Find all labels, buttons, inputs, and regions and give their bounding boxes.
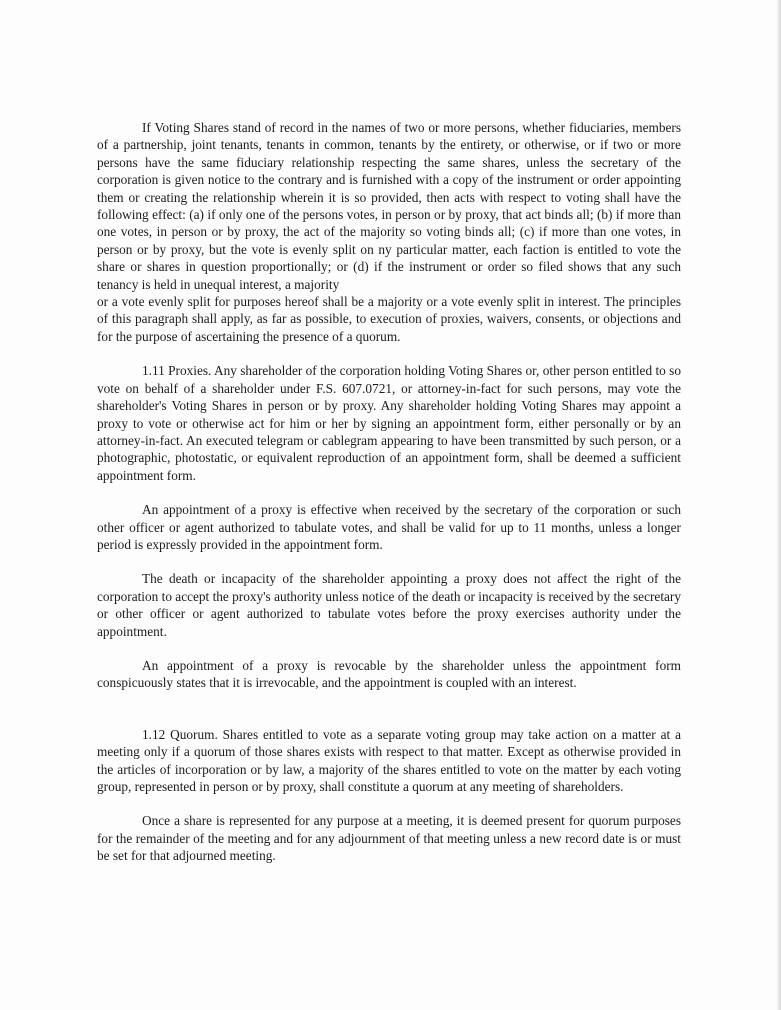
paragraph-quorum-present: Once a share is represented for any purpose at a meeting, it is deemed present for quorum purposes for the remainder of the meeting and for any adjournment of that meeting unless a new record date is or must be set for that adjourned meeting. xyxy=(97,813,681,864)
paragraph-proxies: 1.11 Proxies. Any shareholder of the corporation holding Voting Shares or, other person entitled to so vote on behalf of a shareholder under F.S. 607.0721, or attorney-in-fact for such persons, may vote the shareholder's Voting Shares in person or by proxy. Any shareholder holding Voting Shares may appoint a proxy to vote or otherwise act for him or her by signing an appointment form, either personally or by an attorney-in-fact. An executed telegram or cablegram appearing to have been transmitted by such person, or a photographic, photostatic, or equivalent reproduction of an appointment form, shall be deemed a sufficient appointment form. xyxy=(97,363,681,483)
document-body xyxy=(97,119,681,882)
paragraph-proxy-revocable: An appointment of a proxy is revocable by the shareholder unless the appointment form conspicuously states that it is irrevocable, and the appointment is coupled with an interest. xyxy=(97,657,681,691)
paragraph-proxy-effective: An appointment of a proxy is effective when received by the secretary of the corporation or such other officer or agent authorized to tabulate votes, and shall be valid for up to 11 months, unless a longer period is expressly provided in the appointment form. xyxy=(97,502,681,552)
paragraph-quorum: 1.12 Quorum. Shares entitled to vote as a separate voting group may take action on a matter at a meeting only if a quorum of those shares exists with respect to that matter. Except as otherwise provided in the articles of incorporation or by law, a majority of the shares entitled to vote on the matter by each voting group, represented in person or by proxy, shall constitute a quorum at any meeting of shareholders. xyxy=(97,726,681,794)
paragraph-voting-shares-joint: If Voting Shares stand of record in the names of two or more persons, whether fiduciaries, members of a partnership, joint tenants, tenants in common, tenants by the entirety, or otherwise, or if two or more persons have the same fiduciary relationship respecting the same shares, unless the secretary of the corporation is given notice to the contrary and is furnished with a copy of the instrument or order appointing them or creating the relationship wherein it is so provided, then acts with respect to voting shall have the following effect: (a) if only one of the persons votes, in person or by proxy, that act binds all; (b) if more than one votes, in person or by proxy, the act of the majority so voting binds all; (c) if more than one votes, in person or by proxy, but the vote is evenly split on ny particular matter, each faction is entitled to vote the share or shares in question proportionally; or (d) if the instrument or order so filed shows that any such tenancy is held in unequal interest, a majority xyxy=(97,120,681,292)
paragraph-proxy-death: The death or incapacity of the shareholder appointing a proxy does not affect the right of the corporation to accept the proxy's authority unless notice of the death or incapacity is received by the secretary or other officer or agent authorized to tabulate votes before the proxy exercises authority under the appointment. xyxy=(97,571,681,639)
scan-edge-shadow xyxy=(777,0,781,1010)
paragraph-voting-shares-joint-continued: or a vote evenly split for purposes hereof shall be a majority or a vote evenly split in interest. The principles of this paragraph shall apply, as far as possible, to execution of proxies, waivers, consents, or objections and for the purpose of ascertaining the presence of a quorum. xyxy=(97,294,681,344)
